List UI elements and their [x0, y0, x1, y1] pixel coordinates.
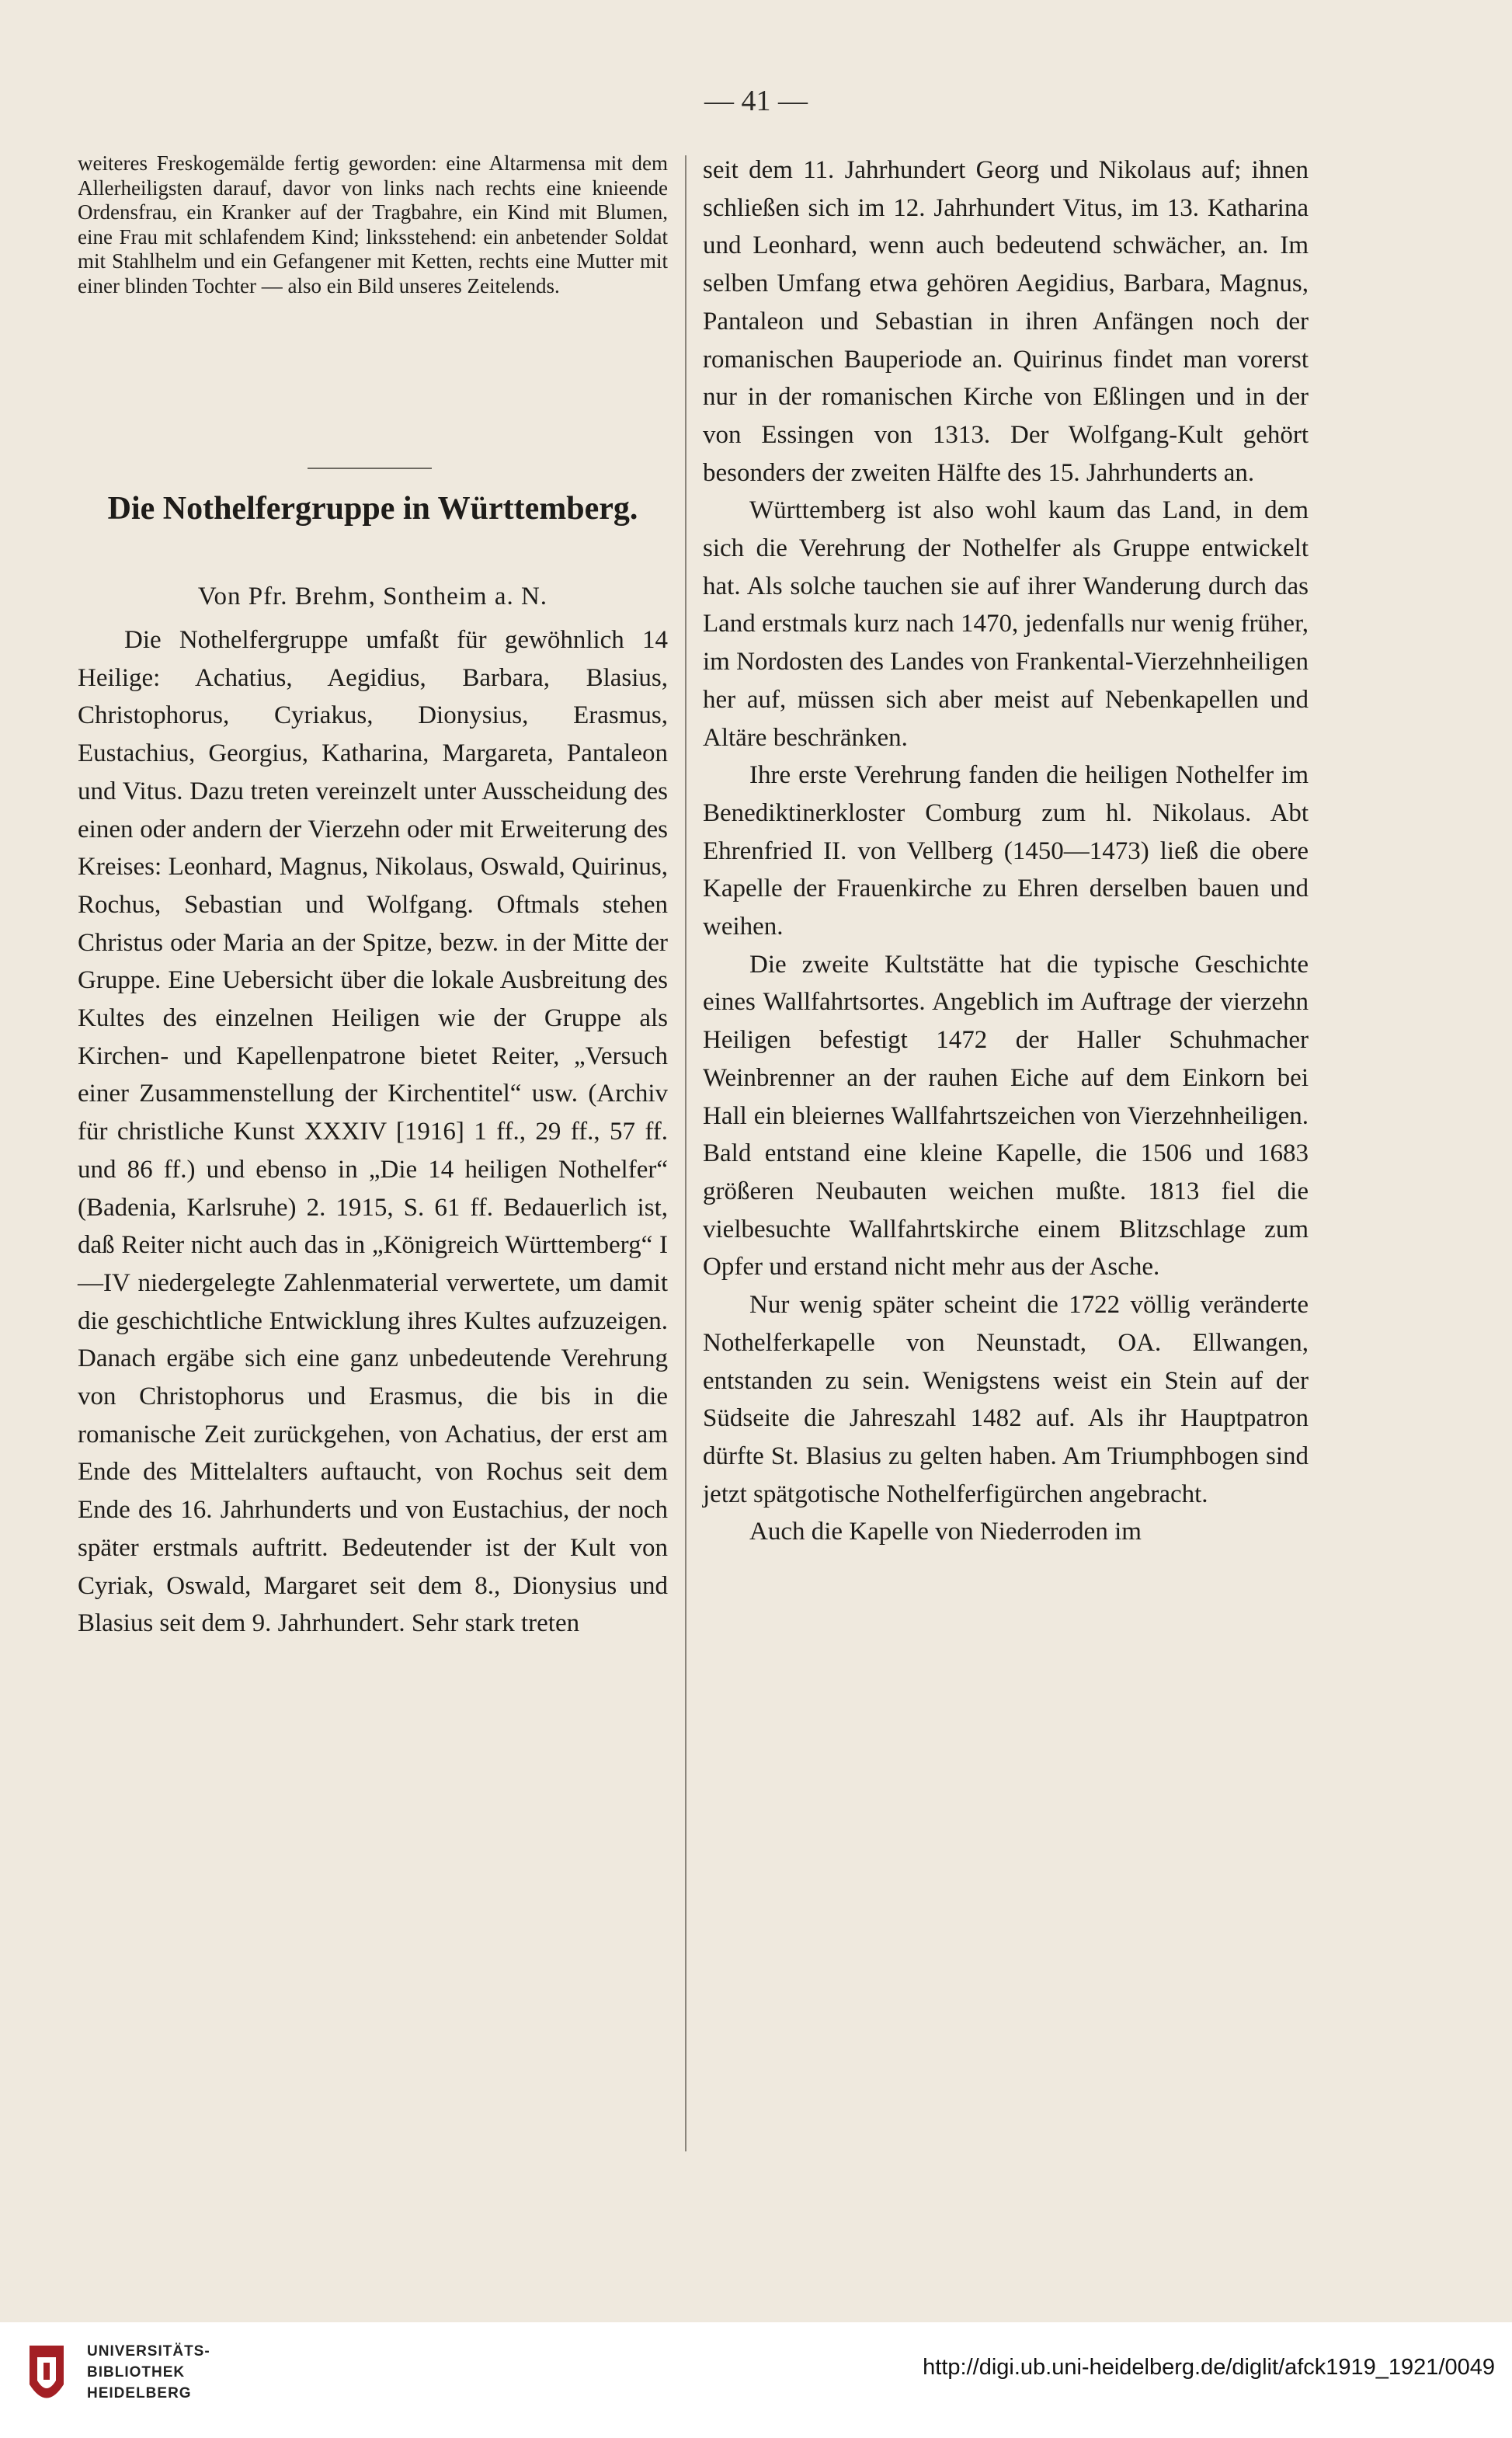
digitization-footer	[0, 2322, 1512, 2438]
source-url-link[interactable]: http://digi.ub.uni-heidelberg.de/diglit/afck1919_1921/0049	[923, 2355, 1495, 2380]
body-paragraph: Auch die Kapelle von Niederroden im	[749, 1518, 1142, 1546]
article-byline: Von Pfr. Brehm, Sontheim a. N.	[197, 583, 548, 610]
body-paragraph: Nur wenig später scheint die 1722 völlig veränderte Nothelferkapelle von Neunstadt, OA. Ellwangen, entstanden zu sein. Wenigstens weist ein Stein auf der Südseite die Jahreszahl 1482 auf. Als ihr Hauptpatron dürfte St. Blasius zu gelten haben. Am Triumphbogen sind jetzt spätgotische Nothelferfigürchen angebracht.	[703, 1291, 1309, 1508]
article-title: Die Nothelfergruppe in Württemberg.	[107, 491, 638, 527]
body-paragraph: Ihre erste Verehrung fanden die heiligen Nothelfer im Benediktinerkloster Comburg zum hl. Nikolaus. Abt Ehrenfried II. von Vellberg (1450—1473) ließ die obere Kapelle der Frauenkirche zu Ehren derselben bauen und weihen.	[703, 761, 1309, 941]
body-paragraph: Die zweite Kultstätte hat die typische Geschichte eines Wallfahrtsortes. Angeblich im Auftrage der vierzehn Heiligen befestigt 1472 der Haller Schuhmacher Weinbrenner an der rauhen Eiche auf dem Einkorn bei Hall ein bleiernes Wallfahrtszeichen von Vierzehnheiligen. Bald entstand eine kleine Kapelle, die 1506 und 1683 größeren Neubauten weichen mußte. 1813 fiel die vielbesuchte Wallfahrtskirche einem Blitzschlage zum Opfer und erstand nicht mehr aus der Asche.	[703, 950, 1309, 1282]
intro-text: weiteres Freskogemälde fertig geworden: eine Altarmensa mit dem Allerheiligsten darauf, davor von links nach rechts eine knieende Ordensfrau, ein Kranker auf der Tragbahre, ein Kind mit Blumen, eine Frau mit schlafendem Kind; linksstehend: ein anbetender Soldat mit Stahlhelm und ein Gefangener mit Ketten, rechts eine Mutter mit einer blinden Tochter — also ein Bild unseres Zeitelends.	[78, 151, 668, 297]
column-divider	[685, 155, 686, 2151]
body-paragraph: Württemberg ist also wohl kaum das Land, in dem sich die Verehrung der Nothelfer als Gruppe entwickelt hat. Als solche tauchen sie auf ihrer Wanderung durch das Land erstmals kurz nach 1470, jedenfalls nur wenig früher, im Nordosten des Landes von Frankental-Vierzehnheiligen her auf, müssen sich aber meist auf Nebenkapellen und Altäre beschränken.	[703, 496, 1309, 752]
page-number: — 41 —	[704, 85, 808, 117]
body-paragraph: seit dem 11. Jahrhundert Georg und Nikolaus auf; ihnen schließen sich im 12. Jahrhundert Vitus, im 13. Katharina und Leonhard, wenn auch bedeutend schwächer, an. Im selben Umfang etwa gehören Aegidius, Barbara, Magnus, Pantaleon und Sebastian in ihren Anfängen noch der romanischen Bauperiode an. Quirinus findet man vorerst nur in der romanischen Kirche von Eßlingen und in der von Essingen von 1313. Der Wolfgang-Kult gehört besonders der zweiten Hälfte des 15. Jahrhunderts an.	[703, 156, 1309, 487]
section-divider	[308, 468, 432, 469]
right-column-body	[703, 151, 1309, 1551]
library-name-line: HEIDELBERG	[87, 2385, 192, 2401]
library-name	[87, 2341, 210, 2404]
body-paragraph: Die Nothelfergruppe umfaßt für gewöhnlich 14 Heilige: Achatius, Aegidius, Barbara, Blasius, Christophorus, Cyriakus, Dionysius, Erasmus, Eustachius, Georgius, Katharina, Margareta, Pantaleon und Vitus. Dazu treten vereinzelt unter Ausscheidung des einen oder andern der Vierzehn oder mit Erweiterung des Kreises: Leonhard, Magnus, Nikolaus, Oswald, Quirinus, Rochus, Sebastian und Wolfgang. Oftmals stehen Christus oder Maria an der Spitze, bezw. in der Mitte der Gruppe. Eine Uebersicht über die lokale Ausbreitung des Kultes des einzelnen Heiligen wie der Gruppe als Kirchen- und Kapellenpatrone bietet Reiter, „Versuch einer Zusammenstellung der Kirchentitel“ usw. (Archiv für christliche Kunst XXXIV [1916] 1 ff., 29 ff., 57 ff. und 86 ff.) und ebenso in „Die 14 heiligen Nothelfer“ (Badenia, Karlsruhe) 2. 1915, S. 61 ff. Bedauerlich ist, daß Reiter nicht auch das in „Königreich Württemberg“ I—IV niedergelegte Zahlenmaterial verwertete, um damit die geschichtliche Entwicklung ihres Kultes aufzuzeigen. Danach ergäbe sich eine ganz unbedeutende Verehrung von Christophorus und Erasmus, die bis in die romanische Zeit zurückgehen, von Achatius, der erst am Ende des Mittelalters auftaucht, von Rochus seit dem Ende des 16. Jahrhunderts und von Eustachius, der noch später erstmals auftritt. Bedeutender ist der Kult von Cyriak, Oswald, Margaret seit dem 8., Dionysius und Blasius seit dem 9. Jahrhundert. Sehr stark treten	[78, 626, 668, 1638]
intro-paragraph	[78, 151, 668, 298]
heidelberg-university-library-logo-icon	[23, 2338, 70, 2415]
left-column-body	[78, 621, 668, 1643]
library-name-line: UNIVERSITÄTS-	[87, 2343, 210, 2360]
library-name-line: BIBLIOTHEK	[87, 2364, 186, 2381]
